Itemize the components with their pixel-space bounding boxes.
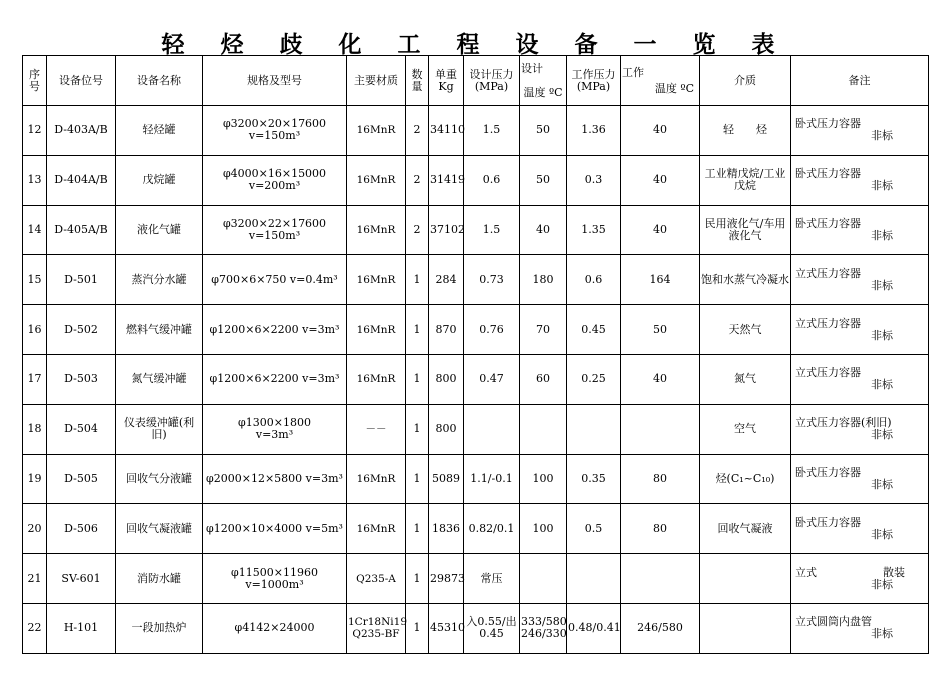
cell-remark-line1: 卧式压力容器 bbox=[795, 465, 861, 479]
cell-tag: D-405A/B bbox=[47, 205, 116, 255]
cell-name: 液化气罐 bbox=[116, 205, 203, 255]
cell-design-temp: 40 bbox=[520, 205, 567, 255]
table-row bbox=[23, 404, 929, 454]
cell-design-pressure: 1.1/-0.1 bbox=[464, 454, 520, 504]
cell-design-pressure: 入0.55/出0.45 bbox=[464, 603, 520, 653]
header-design-pressure bbox=[464, 56, 520, 106]
cell-material: 16MnR bbox=[347, 255, 406, 305]
cell-name: 一段加热炉 bbox=[116, 603, 203, 653]
cell-medium: 氮气 bbox=[700, 354, 791, 404]
cell-work-temp: 80 bbox=[621, 504, 700, 554]
header-wt-line2: 温度 ºC bbox=[654, 81, 694, 95]
cell-spec-line2: v=150m³ bbox=[248, 129, 301, 143]
cell-remark-line2: 非标 bbox=[871, 477, 893, 491]
cell-design-temp: 60 bbox=[520, 354, 567, 404]
table-row bbox=[23, 354, 929, 404]
cell-remark bbox=[791, 454, 929, 504]
cell-qty: 2 bbox=[406, 106, 429, 156]
cell-remark bbox=[791, 404, 929, 454]
table-row bbox=[23, 255, 929, 305]
cell-weight: 800 bbox=[429, 404, 464, 454]
table-row bbox=[23, 305, 929, 355]
cell-spec bbox=[203, 205, 347, 255]
table-body bbox=[23, 106, 929, 654]
cell-remark bbox=[791, 504, 929, 554]
cell-design-temp bbox=[520, 404, 567, 454]
cell-work-pressure: 0.6 bbox=[567, 255, 621, 305]
cell-spec bbox=[203, 305, 347, 355]
cell-tag: D-506 bbox=[47, 504, 116, 554]
cell-seq: 18 bbox=[23, 404, 47, 454]
cell-design-pressure: 1.5 bbox=[464, 106, 520, 156]
cell-qty: 1 bbox=[406, 603, 429, 653]
cell-qty: 1 bbox=[406, 255, 429, 305]
cell-material: 16MnR bbox=[347, 106, 406, 156]
cell-qty: 2 bbox=[406, 205, 429, 255]
cell-medium: 饱和水蒸气冷凝水 bbox=[700, 255, 791, 305]
cell-work-pressure: 1.35 bbox=[567, 205, 621, 255]
header-wp-line2: (MPa) bbox=[576, 79, 611, 93]
cell-design-pressure: 0.6 bbox=[464, 155, 520, 205]
cell-qty: 1 bbox=[406, 554, 429, 604]
cell-material: 16MnR bbox=[347, 504, 406, 554]
cell-tag: D-403A/B bbox=[47, 106, 116, 156]
cell-medium: 烃(C₁~C₁₀) bbox=[700, 454, 791, 504]
cell-work-pressure: 0.3 bbox=[567, 155, 621, 205]
cell-remark-line2: 非标 bbox=[871, 328, 893, 342]
cell-name: 回收气凝液罐 bbox=[116, 504, 203, 554]
cell-qty: 1 bbox=[406, 454, 429, 504]
cell-spec bbox=[203, 354, 347, 404]
cell-remark bbox=[791, 354, 929, 404]
table-row bbox=[23, 603, 929, 653]
cell-remark-line2: 非标 bbox=[871, 278, 893, 292]
cell-spec-line1: φ1200×10×4000 v=5m³ bbox=[206, 521, 343, 535]
cell-work-temp: 40 bbox=[621, 354, 700, 404]
cell-spec bbox=[203, 255, 347, 305]
cell-material: Q235-A bbox=[347, 554, 406, 604]
table-row bbox=[23, 106, 929, 156]
cell-material: 16MnR bbox=[347, 205, 406, 255]
cell-design-pressure: 1.5 bbox=[464, 205, 520, 255]
cell-spec bbox=[203, 554, 347, 604]
cell-remark-line2: 非标 bbox=[871, 378, 893, 392]
header-design-temp bbox=[520, 56, 567, 106]
cell-spec-line1: φ1300×1800 v=3m³ bbox=[238, 416, 355, 442]
cell-weight: 5089 bbox=[429, 454, 464, 504]
cell-work-temp: 80 bbox=[621, 454, 700, 504]
cell-seq: 14 bbox=[23, 205, 47, 255]
equipment-table bbox=[22, 55, 929, 654]
cell-spec-line1: φ700×6×750 v=0.4m³ bbox=[211, 272, 338, 286]
cell-remark-line2: 非标 bbox=[871, 129, 893, 143]
cell-medium: 天然气 bbox=[700, 305, 791, 355]
cell-qty: 1 bbox=[406, 354, 429, 404]
cell-design-pressure: 常压 bbox=[464, 554, 520, 604]
cell-seq: 19 bbox=[23, 454, 47, 504]
cell-work-pressure bbox=[567, 554, 621, 604]
cell-weight: 1836 bbox=[429, 504, 464, 554]
cell-name: 氮气缓冲罐 bbox=[116, 354, 203, 404]
table-row bbox=[23, 205, 929, 255]
cell-seq: 17 bbox=[23, 354, 47, 404]
cell-remark bbox=[791, 106, 929, 156]
cell-tag: H-101 bbox=[47, 603, 116, 653]
cell-tag: D-404A/B bbox=[47, 155, 116, 205]
table-row bbox=[23, 504, 929, 554]
header-weight bbox=[429, 56, 464, 106]
cell-spec-line1: φ1200×6×2200 v=3m³ bbox=[209, 372, 340, 386]
header-work-pressure bbox=[567, 56, 621, 106]
header-tag: 设备位号 bbox=[47, 56, 116, 106]
cell-work-temp bbox=[621, 554, 700, 604]
cell-work-pressure: 0.25 bbox=[567, 354, 621, 404]
cell-material: 16MnR bbox=[347, 354, 406, 404]
header-dp-line1: 设计压力 bbox=[469, 67, 514, 81]
table-row bbox=[23, 454, 929, 504]
cell-remark-line2: 非标 bbox=[871, 527, 893, 541]
header-dt-line2: 温度 ºC bbox=[523, 85, 563, 99]
table-row bbox=[23, 554, 929, 604]
cell-design-temp: 333/580 246/330 bbox=[520, 603, 567, 653]
cell-spec-line2: v=150m³ bbox=[248, 228, 301, 242]
cell-medium: 回收气凝液 bbox=[700, 504, 791, 554]
cell-work-temp: 40 bbox=[621, 205, 700, 255]
cell-work-temp: 50 bbox=[621, 305, 700, 355]
header-wp-line1: 工作压力 bbox=[571, 67, 616, 81]
cell-name: 仪表缓冲罐(利旧) bbox=[116, 404, 203, 454]
cell-design-temp bbox=[520, 554, 567, 604]
cell-work-pressure: 0.45 bbox=[567, 305, 621, 355]
cell-remark bbox=[791, 205, 929, 255]
cell-remark bbox=[791, 255, 929, 305]
cell-design-pressure: 0.82/0.1 bbox=[464, 504, 520, 554]
cell-work-temp: 164 bbox=[621, 255, 700, 305]
header-medium: 介质 bbox=[700, 56, 791, 106]
cell-name: 戊烷罐 bbox=[116, 155, 203, 205]
cell-remark-line1: 卧式压力容器 bbox=[795, 167, 861, 181]
cell-remark-line1: 立式圆筒内盘管 bbox=[795, 615, 872, 629]
cell-spec-line2: v=200m³ bbox=[248, 179, 301, 193]
cell-tag: D-503 bbox=[47, 354, 116, 404]
cell-qty: 2 bbox=[406, 155, 429, 205]
header-weight-line2: Kg bbox=[438, 79, 454, 93]
header-name: 设备名称 bbox=[116, 56, 203, 106]
page-title: 轻 烃 歧 化 工 程 设 备 一 览 表 bbox=[161, 31, 789, 58]
cell-design-temp: 50 bbox=[520, 106, 567, 156]
cell-remark bbox=[791, 554, 929, 604]
cell-medium bbox=[700, 603, 791, 653]
cell-weight: 45310 bbox=[429, 603, 464, 653]
cell-tag: D-502 bbox=[47, 305, 116, 355]
cell-work-pressure: 0.35 bbox=[567, 454, 621, 504]
cell-name: 蒸汽分水罐 bbox=[116, 255, 203, 305]
cell-design-temp: 100 bbox=[520, 504, 567, 554]
cell-design-pressure: 0.73 bbox=[464, 255, 520, 305]
cell-design-temp: 180 bbox=[520, 255, 567, 305]
cell-weight: 34110 bbox=[429, 106, 464, 156]
cell-design-temp: 100 bbox=[520, 454, 567, 504]
cell-design-temp: 50 bbox=[520, 155, 567, 205]
cell-spec-line1: φ1200×6×2200 v=3m³ bbox=[209, 322, 340, 336]
cell-spec bbox=[203, 404, 355, 454]
cell-remark-line1: 卧式压力容器 bbox=[795, 515, 861, 529]
cell-seq: 13 bbox=[23, 155, 47, 205]
cell-material: 16MnR bbox=[347, 305, 406, 355]
cell-medium: 轻 烃 bbox=[700, 106, 791, 156]
cell-tag: D-505 bbox=[47, 454, 116, 504]
cell-remark-line1: 卧式压力容器 bbox=[795, 216, 861, 230]
cell-work-temp: 40 bbox=[621, 155, 700, 205]
cell-seq: 15 bbox=[23, 255, 47, 305]
cell-remark-line2: 非标 bbox=[871, 577, 893, 591]
cell-seq: 16 bbox=[23, 305, 47, 355]
header-row bbox=[23, 56, 929, 106]
cell-work-pressure: 1.36 bbox=[567, 106, 621, 156]
cell-design-pressure: 0.76 bbox=[464, 305, 520, 355]
cell-seq: 22 bbox=[23, 603, 47, 653]
header-seq: 序号 bbox=[23, 56, 47, 106]
cell-tag: SV-601 bbox=[47, 554, 116, 604]
header-remark: 备注 bbox=[791, 56, 929, 106]
cell-spec bbox=[203, 504, 347, 554]
header-spec: 规格及型号 bbox=[203, 56, 347, 106]
cell-spec bbox=[203, 603, 347, 653]
cell-work-pressure bbox=[567, 404, 621, 454]
cell-name: 回收气分液罐 bbox=[116, 454, 203, 504]
cell-remark-line2: 非标 bbox=[871, 179, 893, 193]
cell-remark-line1: 卧式压力容器 bbox=[795, 117, 861, 131]
cell-remark-line1: 立式 散装 bbox=[795, 565, 905, 579]
cell-spec-line1: φ4000×16×15000 bbox=[222, 167, 327, 181]
cell-tag: D-504 bbox=[47, 404, 116, 454]
cell-remark-line1: 立式压力容器(利旧) bbox=[795, 416, 892, 430]
cell-spec-line1: φ3200×20×17600 bbox=[222, 117, 327, 131]
cell-medium: 空气 bbox=[700, 404, 791, 454]
cell-tag: D-501 bbox=[47, 255, 116, 305]
cell-spec bbox=[203, 454, 347, 504]
header-weight-line1: 单重 bbox=[435, 67, 457, 81]
header-qty: 数量 bbox=[406, 56, 429, 106]
cell-remark-line1: 立式压力容器 bbox=[795, 316, 861, 330]
cell-remark bbox=[791, 603, 929, 653]
cell-weight: 29873 bbox=[429, 554, 464, 604]
cell-work-temp: 40 bbox=[621, 106, 700, 156]
cell-remark bbox=[791, 155, 929, 205]
cell-material: 1Cr18Ni19 Q235-BF bbox=[347, 603, 406, 653]
cell-design-pressure: 0.47 bbox=[464, 354, 520, 404]
cell-seq: 21 bbox=[23, 554, 47, 604]
cell-remark-line1: 立式压力容器 bbox=[795, 366, 861, 380]
cell-name: 燃料气缓冲罐 bbox=[116, 305, 203, 355]
cell-remark-line1: 立式压力容器 bbox=[795, 266, 861, 280]
cell-remark-line2: 非标 bbox=[871, 428, 893, 442]
header-dp-line2: (MPa) bbox=[474, 79, 509, 93]
cell-name: 消防水罐 bbox=[116, 554, 203, 604]
cell-medium: 工业精戊烷/工业戊烷 bbox=[700, 155, 791, 205]
cell-weight: 31419 bbox=[429, 155, 464, 205]
cell-spec-line1: φ2000×12×5800 v=3m³ bbox=[206, 471, 343, 485]
header-material: 主要材质 bbox=[347, 56, 406, 106]
cell-qty: 1 bbox=[406, 305, 429, 355]
cell-qty: 1 bbox=[406, 504, 429, 554]
cell-material: 16MnR bbox=[347, 155, 406, 205]
cell-weight: 284 bbox=[429, 255, 464, 305]
cell-work-temp bbox=[621, 404, 700, 454]
cell-design-pressure bbox=[464, 404, 520, 454]
cell-spec bbox=[203, 155, 347, 205]
cell-weight: 800 bbox=[429, 354, 464, 404]
header-work-temp bbox=[621, 56, 700, 106]
cell-remark-line2: 非标 bbox=[871, 627, 893, 641]
cell-work-pressure: 0.48/0.41 bbox=[567, 603, 621, 653]
cell-material: －－ bbox=[347, 404, 406, 454]
header-wt-line1: 工作 bbox=[622, 65, 644, 79]
cell-material: 16MnR bbox=[347, 454, 406, 504]
cell-spec-line1: φ3200×22×17600 bbox=[222, 216, 327, 230]
cell-work-pressure: 0.5 bbox=[567, 504, 621, 554]
cell-spec-line1: φ4142×24000 bbox=[234, 621, 315, 635]
header-dt-line1: 设计 bbox=[521, 61, 543, 75]
cell-seq: 12 bbox=[23, 106, 47, 156]
cell-work-temp: 246/580 bbox=[621, 603, 700, 653]
cell-spec-line1: φ11500×11960 v=1000m³ bbox=[231, 565, 318, 591]
cell-medium: 民用液化气/车用液化气 bbox=[700, 205, 791, 255]
cell-design-temp: 70 bbox=[520, 305, 567, 355]
cell-qty: 1 bbox=[406, 404, 429, 454]
cell-spec bbox=[203, 106, 347, 156]
cell-weight: 870 bbox=[429, 305, 464, 355]
cell-remark bbox=[791, 305, 929, 355]
cell-weight: 37102 bbox=[429, 205, 464, 255]
cell-name: 轻烃罐 bbox=[116, 106, 203, 156]
cell-seq: 20 bbox=[23, 504, 47, 554]
cell-medium bbox=[700, 554, 791, 604]
cell-remark-line2: 非标 bbox=[871, 228, 893, 242]
table-row bbox=[23, 155, 929, 205]
